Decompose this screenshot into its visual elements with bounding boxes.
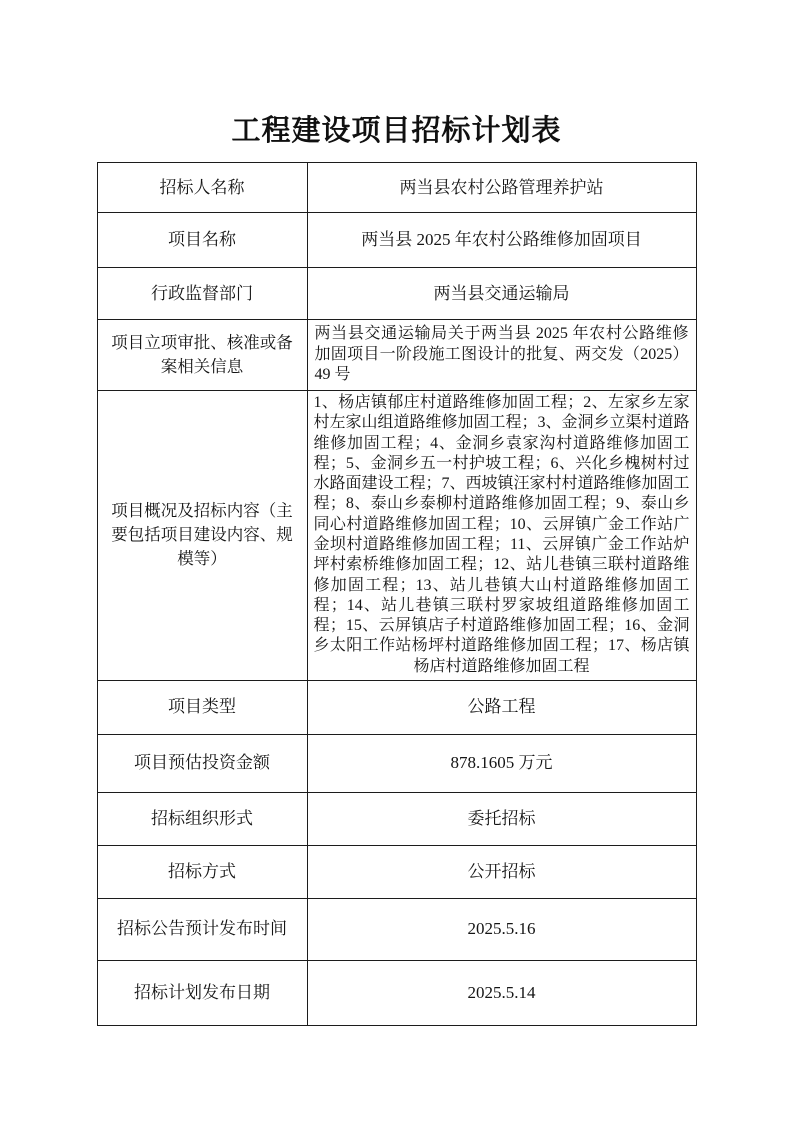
row-label: 招标组织形式: [97, 792, 307, 845]
row-value: 公路工程: [307, 680, 696, 734]
row-label: 招标计划发布日期: [97, 960, 307, 1025]
row-label: 项目立项审批、核准或备案相关信息: [97, 320, 307, 391]
row-label: 招标公告预计发布时间: [97, 898, 307, 960]
row-value: 2025.5.14: [307, 960, 696, 1025]
bidding-plan-table: [97, 162, 697, 1026]
row-label: 招标方式: [97, 845, 307, 898]
table-row-project-overview: [97, 390, 696, 680]
row-value: 2025.5.16: [307, 898, 696, 960]
row-label: 行政监督部门: [97, 268, 307, 320]
table-row-supervising-department: [97, 268, 696, 320]
table-row-estimated-investment: [97, 734, 696, 792]
table-row-project-type: [97, 680, 696, 734]
row-value: 两当县交通运输局关于两当县 2025 年农村公路维修加固项目一阶段施工图设计的批复、两交发（2025）49 号: [307, 320, 696, 391]
row-value: 两当县交通运输局: [307, 268, 696, 320]
row-label: 项目类型: [97, 680, 307, 734]
row-value: 两当县农村公路管理养护站: [307, 163, 696, 213]
row-value: 878.1605 万元: [307, 734, 696, 792]
row-value: 1、杨店镇郁庄村道路维修加固工程；2、左家乡左家村左家山组道路维修加固工程；3、金洞乡立渠村道路维修加固工程；4、金洞乡袁家沟村道路维修加固工程；5、金洞乡五一村护坡工程；6、兴化乡槐树村过水路面建设工程；7、西坡镇汪家村村道路维修加固工程；8、泰山乡泰柳村道路维修加固工程；9、泰山乡同心村道路维修加固工程；10、云屏镇广金工作站广金坝村道路维修加固工程；11、云屏镇广金工作站炉坪村索桥维修加固工程；12、站儿巷镇三联村道路维修加固工程；13、站儿巷镇大山村道路维修加固工程；14、站儿巷镇三联村罗家坡组道路维修加固工程；15、云屏镇店子村道路维修加固工程；16、金洞乡太阳工作站杨坪村道路维修加固工程；17、杨店镇杨店村道路维修加固工程: [307, 390, 696, 680]
table-row-approval-info: [97, 320, 696, 391]
table-row-project-name: [97, 213, 696, 268]
row-label: 项目名称: [97, 213, 307, 268]
row-value: 两当县 2025 年农村公路维修加固项目: [307, 213, 696, 268]
table-row-bidder-name: [97, 163, 696, 213]
row-label: 项目概况及招标内容（主要包括项目建设内容、规模等）: [97, 390, 307, 680]
row-label: 项目预估投资金额: [97, 734, 307, 792]
row-value: 公开招标: [307, 845, 696, 898]
row-value: 委托招标: [307, 792, 696, 845]
table-row-announcement-expected-date: [97, 898, 696, 960]
table-row-plan-publish-date: [97, 960, 696, 1025]
row-label: 招标人名称: [97, 163, 307, 213]
document-title: 工程建设项目招标计划表: [231, 115, 562, 147]
table-row-bidding-organization-form: [97, 792, 696, 845]
table-row-bidding-method: [97, 845, 696, 898]
